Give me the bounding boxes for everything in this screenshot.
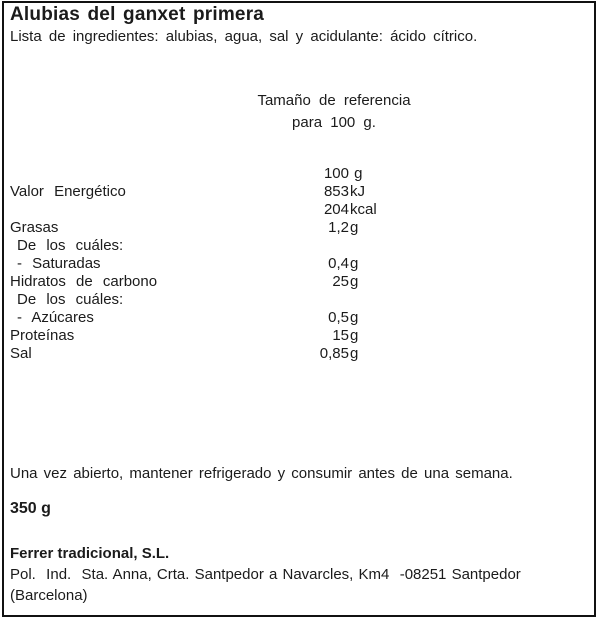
nutrient-value: 853 — [323, 183, 349, 200]
manufacturer-address-line1: Pol. Ind. Sta. Anna, Crta. Santpedor a Navarcles, Km4 -08251 Santpedor — [10, 566, 521, 583]
nutrient-label: De los cuáles: — [17, 291, 124, 308]
product-title: Alubias del ganxet primera — [10, 4, 265, 25]
nutrient-unit: g — [350, 219, 359, 236]
nutrient-label: - Azúcares — [17, 309, 94, 326]
nutrient-label — [10, 201, 279, 219]
nutrient-unit: g — [350, 345, 359, 362]
nutrient-unit: g — [350, 255, 359, 272]
nutrient-unit: kJ — [350, 183, 365, 200]
nutrition-row-of-which-fat — [10, 237, 570, 255]
net-weight: 350 g — [10, 500, 51, 517]
nutrient-label: De los cuáles: — [17, 237, 124, 254]
nutrient-value: 1,2 — [328, 219, 349, 236]
serving-reference-line2: para 100 g. — [292, 114, 376, 131]
nutrition-row-energy — [10, 183, 570, 201]
nutrient-label: - Saturadas — [17, 255, 101, 272]
nutrition-row-fat — [10, 219, 570, 237]
manufacturer-address-line2: (Barcelona) — [10, 587, 88, 604]
nutrition-row-protein — [10, 327, 570, 345]
nutrient-label — [10, 165, 279, 183]
nutrition-table — [10, 165, 570, 363]
nutrient-value — [279, 237, 349, 255]
nutrient-value: 15 — [332, 327, 349, 344]
nutrition-row-of-which-carbs — [10, 291, 570, 309]
product-label-page — [2, 1, 596, 617]
nutrient-value — [279, 291, 349, 309]
nutrient-value: 0,5 — [328, 309, 349, 326]
nutrient-unit: kcal — [350, 201, 377, 218]
nutrient-unit: g — [350, 165, 363, 182]
nutrient-value: 100 — [323, 165, 349, 182]
nutrient-value: 204 — [323, 201, 349, 218]
nutrition-row-energy-kcal — [10, 201, 570, 219]
nutrient-label: Hidratos de carbono — [10, 273, 158, 290]
nutrient-value: 25 — [332, 273, 349, 290]
nutrition-row-saturates — [10, 255, 570, 273]
nutrition-row-sugars — [10, 309, 570, 327]
nutrient-label: Grasas — [10, 219, 59, 236]
manufacturer-block — [10, 543, 570, 606]
nutrient-unit: g — [350, 273, 359, 290]
nutrient-label: Proteínas — [10, 327, 75, 344]
nutrition-row-carbohydrate — [10, 273, 570, 291]
nutrition-row-salt — [10, 345, 570, 363]
nutrient-value: 0,4 — [328, 255, 349, 272]
nutrient-unit — [349, 237, 570, 255]
serving-reference-block — [4, 90, 594, 134]
nutrition-column-header-row — [10, 165, 570, 183]
ingredients-line: Lista de ingredientes: alubias, agua, sal y acidulante: ácido cítrico. — [10, 28, 478, 45]
nutrient-value: 0,85 — [319, 345, 349, 362]
manufacturer-name: Ferrer tradicional, S.L. — [10, 545, 170, 562]
nutrient-unit: g — [350, 327, 359, 344]
storage-note: Una vez abierto, mantener refrigerado y consumir antes de una semana. — [10, 465, 513, 482]
nutrient-unit — [349, 291, 570, 309]
nutrient-label: Sal — [10, 345, 32, 362]
serving-reference-line1: Tamaño de referencia — [257, 92, 411, 109]
nutrient-label: Valor Energético — [10, 183, 126, 200]
nutrient-unit: g — [350, 309, 359, 326]
